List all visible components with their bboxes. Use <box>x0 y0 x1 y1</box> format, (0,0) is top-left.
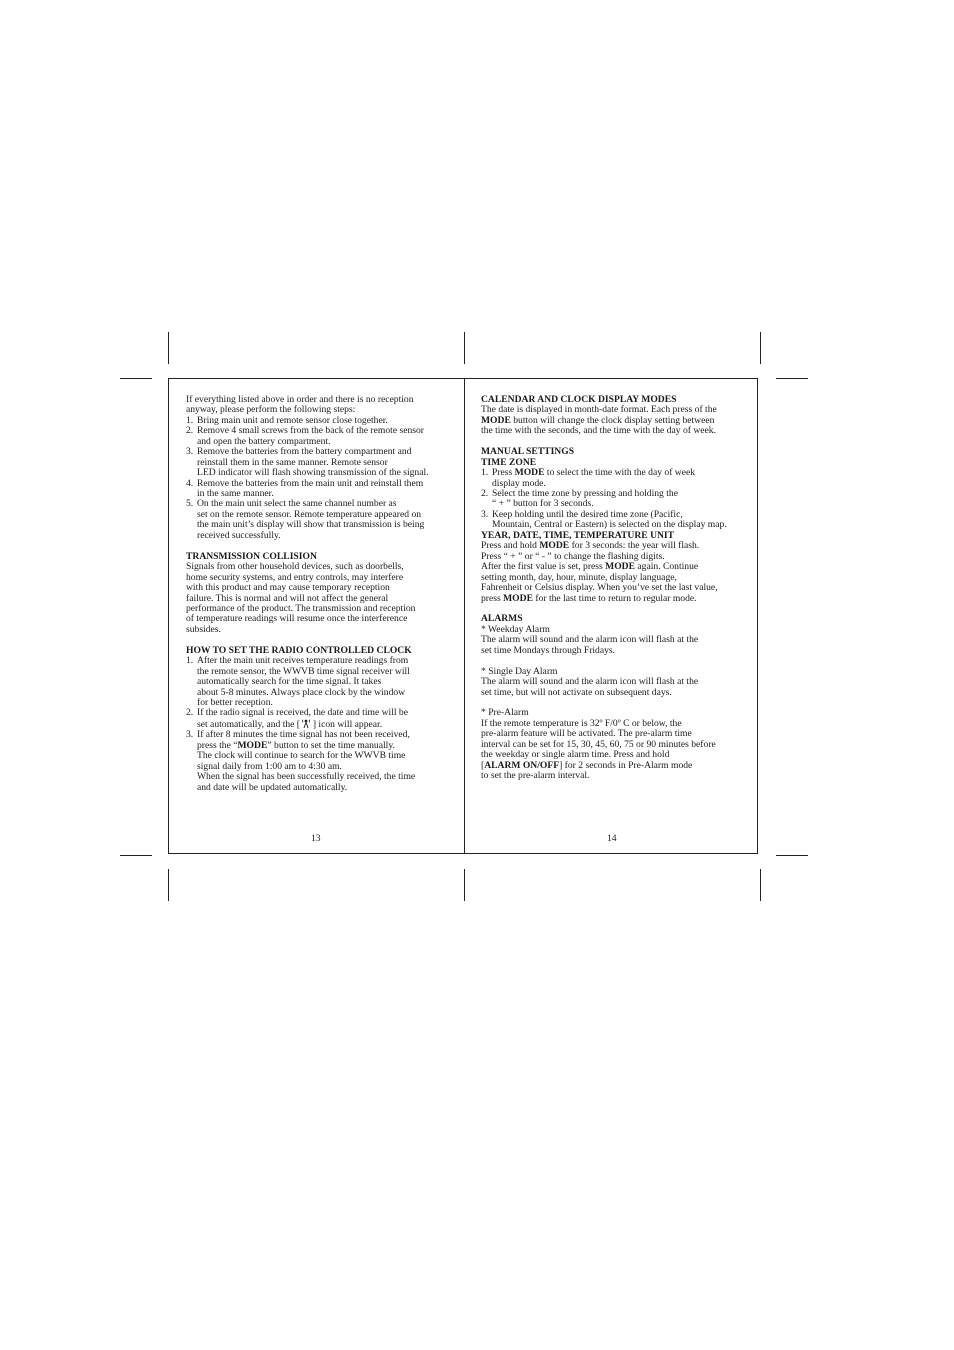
radio-tower-icon <box>302 719 310 728</box>
list-item: 3. Keep holding until the desired time zone (Pacific, <box>481 508 683 520</box>
list-item: 1. After the main unit receives temperature readings from <box>186 655 409 667</box>
crop-mark-top-right <box>760 332 761 364</box>
list-item-cont: about 5-8 minutes. Always place clock by the window <box>197 686 406 698</box>
list-item-cont: signal daily from 1:00 am to 4:30 am. <box>197 760 342 772</box>
paragraph-line: to set the pre-alarm interval. <box>481 770 590 782</box>
list-item: 3. If after 8 minutes the time signal has not been received, <box>186 729 410 741</box>
paragraph-line: After the first value is set, press MODE again. Continue <box>481 561 699 573</box>
list-item-cont: LED indicator will flash showing transmission of the signal. <box>197 467 429 479</box>
list-item-cont: The clock will continue to search for the WWVB time <box>197 750 406 762</box>
paragraph-line: MODE button will change the clock display setting between <box>481 414 715 426</box>
section-heading: ALARMS <box>481 613 523 625</box>
list-item-cont: “ + ” button for 3 seconds. <box>492 498 594 510</box>
paragraph-line: The alarm will sound and the alarm icon will flash at the <box>481 634 699 646</box>
list-item: 4. Remove the batteries from the main unit and reinstall them <box>186 477 424 489</box>
paragraph-line: setting month, day, hour, minute, display language, <box>481 571 677 583</box>
crop-mark-top-center <box>464 332 465 364</box>
list-item-cont: and open the battery compartment. <box>197 435 331 447</box>
list-item-cont: received successfully. <box>197 529 281 541</box>
spread-frame <box>168 378 758 854</box>
crop-mark-bottom-left <box>168 869 169 901</box>
list-item-cont: for better reception. <box>197 697 273 709</box>
list-item-cont: automatically search for the time signal. It takes <box>197 676 382 688</box>
section-subheading: YEAR, DATE, TIME, TEMPERATURE UNIT <box>481 529 675 541</box>
paragraph-line: Fahrenheit or Celsius display. When you’ve set the last value, <box>481 582 718 594</box>
section-heading: HOW TO SET THE RADIO CONTROLLED CLOCK <box>186 644 412 656</box>
list-item-cont: set automatically, and the [ ] icon will appear. <box>197 718 383 730</box>
crop-mark-bottom-center <box>464 869 465 901</box>
list-item-cont: reinstall them in the same manner. Remote sensor <box>197 456 388 468</box>
paragraph-line: set time Mondays through Fridays. <box>481 644 616 656</box>
list-item-cont: When the signal has been successfully received, the time <box>197 771 416 783</box>
paragraph-line: home security systems, and entry controls, may interfere <box>186 571 404 583</box>
subsection-title: * Weekday Alarm <box>481 623 550 635</box>
list-item-cont: Mountain, Central or Eastern) is selected on the display map. <box>492 519 727 531</box>
paragraph-line: pre-alarm feature will be activated. The pre-alarm time <box>481 728 692 740</box>
list-item: 5. On the main unit select the same channel number as <box>186 498 397 510</box>
crop-mark-left-top <box>120 378 152 379</box>
page-number: 14 <box>607 833 617 844</box>
paragraph-line: Signals from other household devices, such as doorbells, <box>186 561 404 573</box>
page-13 <box>186 395 451 793</box>
paragraph-line: interval can be set for 15, 30, 45, 60, 75 or 90 minutes before <box>481 738 716 750</box>
paragraph-line: of temperature readings will resume once the interference <box>186 613 408 625</box>
paragraph-line: the weekday or single alarm time. Press and hold <box>481 749 670 761</box>
list-item-cont: in the same manner. <box>197 488 274 500</box>
paragraph-line: Press “ + ” or “ - ” to change the flashing digits. <box>481 550 665 562</box>
list-item: 2. Select the time zone by pressing and holding the <box>481 488 678 500</box>
page-14 <box>481 395 753 782</box>
paragraph-line: Press and hold MODE for 3 seconds: the year will flash. <box>481 540 700 552</box>
crop-mark-bottom-right <box>760 869 761 901</box>
list-item: 3. Remove the batteries from the battery compartment and <box>186 446 412 458</box>
paragraph-line: set time, but will not activate on subsequent days. <box>481 686 672 698</box>
paragraph-line: If the remote temperature is 32º F/0º C or below, the <box>481 717 682 729</box>
section-subheading: TIME ZONE <box>481 456 537 468</box>
paragraph-line: The date is displayed in month-date format. Each press of the <box>481 404 717 416</box>
subsection-title: * Pre-Alarm <box>481 707 529 719</box>
list-item-cont: the main unit’s display will show that transmission is being <box>197 519 425 531</box>
list-item: 1. Bring main unit and remote sensor close together. <box>186 414 388 426</box>
paragraph-line: performance of the product. The transmission and reception <box>186 602 416 614</box>
list-item: 1. Press MODE to select the time with the day of week <box>481 467 696 479</box>
list-item-cont: and date will be updated automatically. <box>197 781 348 793</box>
section-heading: MANUAL SETTINGS <box>481 446 575 458</box>
page-number: 13 <box>311 833 321 844</box>
list-item: 2. Remove 4 small screws from the back of the remote sensor <box>186 425 424 437</box>
list-item-cont: the remote sensor, the WWVB time signal receiver will <box>197 665 410 677</box>
section-heading: TRANSMISSION COLLISION <box>186 550 317 562</box>
page-divider <box>464 379 465 853</box>
subsection-title: * Single Day Alarm <box>481 665 558 677</box>
paragraph-line: the time with the seconds, and the time with the day of week. <box>481 425 716 437</box>
crop-mark-top-left <box>168 332 169 364</box>
section-heading: CALENDAR AND CLOCK DISPLAY MODES <box>481 394 677 405</box>
crop-mark-left-bottom <box>120 855 152 856</box>
list-item-cont: display mode. <box>492 477 546 489</box>
paragraph-line: press MODE for the last time to return to regular mode. <box>481 592 697 604</box>
paragraph-line: with this product and may cause temporary reception <box>186 582 390 594</box>
intro-line: If everything listed above in order and there is no reception <box>186 394 414 405</box>
list-item-cont: press the “MODE” button to set the time manually. <box>197 739 395 751</box>
paragraph-line: The alarm will sound and the alarm icon will flash at the <box>481 676 699 688</box>
crop-mark-right-top <box>776 378 808 379</box>
intro-line: anyway, please perform the following steps: <box>186 404 356 416</box>
list-item-cont: set on the remote sensor. Remote temperature appeared on <box>197 508 422 520</box>
paragraph-line: [ALARM ON/OFF] for 2 seconds in Pre-Alarm mode <box>481 759 693 771</box>
crop-mark-right-bottom <box>776 855 808 856</box>
list-item: 2. If the radio signal is received, the date and time will be <box>186 707 408 719</box>
paragraph-line: failure. This is normal and will not affect the general <box>186 592 389 604</box>
paragraph-line: subsides. <box>186 623 221 635</box>
